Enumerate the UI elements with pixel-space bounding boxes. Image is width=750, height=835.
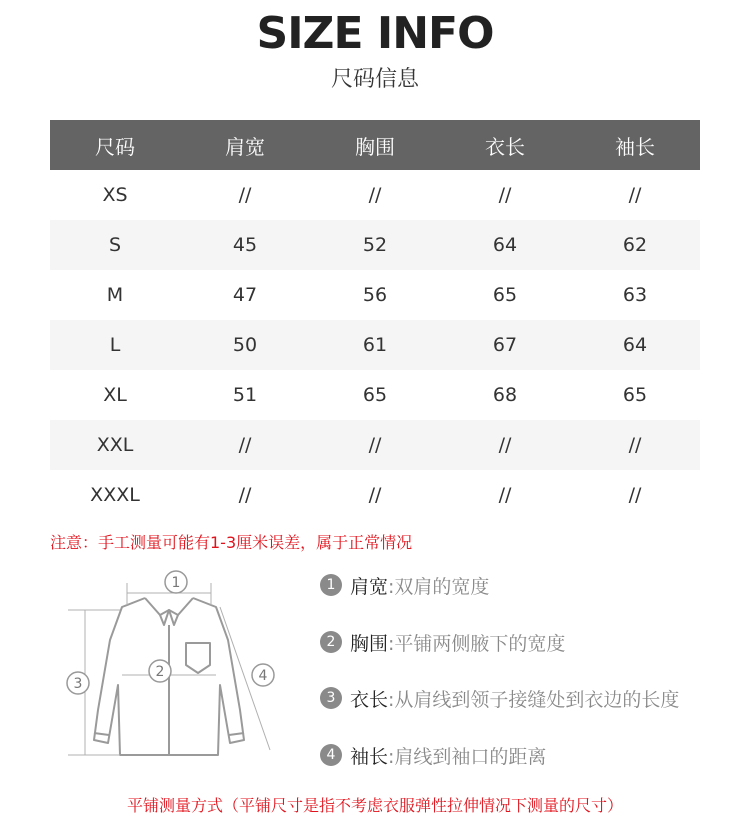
table-cell: 50 [180, 320, 310, 370]
table-cell: 45 [180, 220, 310, 270]
legend-name: 袖长 [350, 745, 389, 768]
table-cell: XXXL [90, 484, 140, 506]
marker-3 [67, 672, 89, 694]
marker-4-label: 4 [258, 668, 268, 684]
legend-description: :肩线到袖口的距离 [388, 745, 547, 768]
table-cell: L [50, 320, 180, 370]
legend-item-chest [320, 627, 565, 657]
table-cell: // [180, 420, 310, 470]
marker-2-label: 2 [155, 664, 165, 680]
table-cell: S [50, 220, 180, 270]
table-header-row [50, 120, 700, 170]
table-cell: // [238, 484, 252, 506]
legend-description: :双肩的宽度 [388, 575, 490, 598]
marker-4 [252, 664, 274, 686]
table-cell: 62 [570, 220, 700, 270]
table-cell: 51 [232, 384, 258, 406]
legend-item-shoulder [320, 570, 489, 600]
table-cell: // [628, 484, 642, 506]
header-length: 衣长 [440, 120, 570, 170]
legend-description: :从肩线到领子接缝处到衣边的长度 [388, 688, 680, 711]
table-cell: 63 [622, 284, 648, 306]
legend-item-sleeve [320, 740, 546, 770]
legend-number: 2 [320, 631, 342, 653]
marker-2 [149, 660, 171, 682]
legend-number: 1 [320, 574, 342, 596]
legend-name: 胸围 [350, 632, 389, 655]
table-cell: XS [102, 184, 128, 206]
table-cell: // [628, 184, 642, 206]
table-cell: // [498, 184, 512, 206]
header-sleeve: 袖长 [570, 120, 700, 170]
page-subtitle: 尺码信息 [330, 67, 419, 92]
legend-name: 肩宽 [350, 575, 389, 598]
table-cell: XXL [50, 420, 180, 470]
header-size: 尺码 [50, 120, 180, 170]
table-cell: // [570, 420, 700, 470]
table-row [50, 420, 700, 470]
marker-1 [165, 571, 187, 593]
table-cell: 65 [492, 284, 518, 306]
measurement-note: 注意：手工测量可能有1-3厘米误差，属于正常情况 [50, 533, 413, 552]
header-chest: 胸围 [310, 120, 440, 170]
table-cell: // [368, 484, 382, 506]
table-row [50, 220, 700, 270]
shirt-diagram [60, 565, 290, 765]
table-cell: 65 [362, 384, 388, 406]
table-cell: 61 [310, 320, 440, 370]
table-cell: // [498, 484, 512, 506]
table-cell: // [238, 184, 252, 206]
size-table [50, 120, 700, 520]
table-cell: // [368, 184, 382, 206]
footer-note: 平铺测量方式（平铺尺寸是指不考虑衣服弹性拉伸情况下测量的尺寸） [126, 796, 623, 815]
table-cell: 64 [440, 220, 570, 270]
table-cell: // [310, 420, 440, 470]
table-cell: M [106, 284, 124, 306]
legend-description: :平铺两侧腋下的宽度 [388, 632, 566, 655]
marker-1-label: 1 [171, 575, 181, 591]
legend-number: 4 [320, 744, 342, 766]
table-cell: 56 [362, 284, 388, 306]
table-cell: 52 [310, 220, 440, 270]
table-cell: 68 [492, 384, 518, 406]
table-cell: 65 [622, 384, 648, 406]
legend-name: 衣长 [350, 688, 389, 711]
table-cell: 67 [440, 320, 570, 370]
table-cell: 64 [570, 320, 700, 370]
table-row [50, 270, 700, 320]
marker-3-label: 3 [73, 676, 83, 692]
page-title: SIZE INFO [256, 8, 494, 59]
table-row [50, 470, 700, 520]
table-row [50, 370, 700, 420]
table-cell: XL [103, 384, 127, 406]
header-shoulder: 肩宽 [180, 120, 310, 170]
legend-item-length [320, 683, 679, 713]
legend-number: 3 [320, 687, 342, 709]
table-row [50, 320, 700, 370]
table-cell: // [440, 420, 570, 470]
table-cell: 47 [232, 284, 258, 306]
table-row [50, 170, 700, 220]
